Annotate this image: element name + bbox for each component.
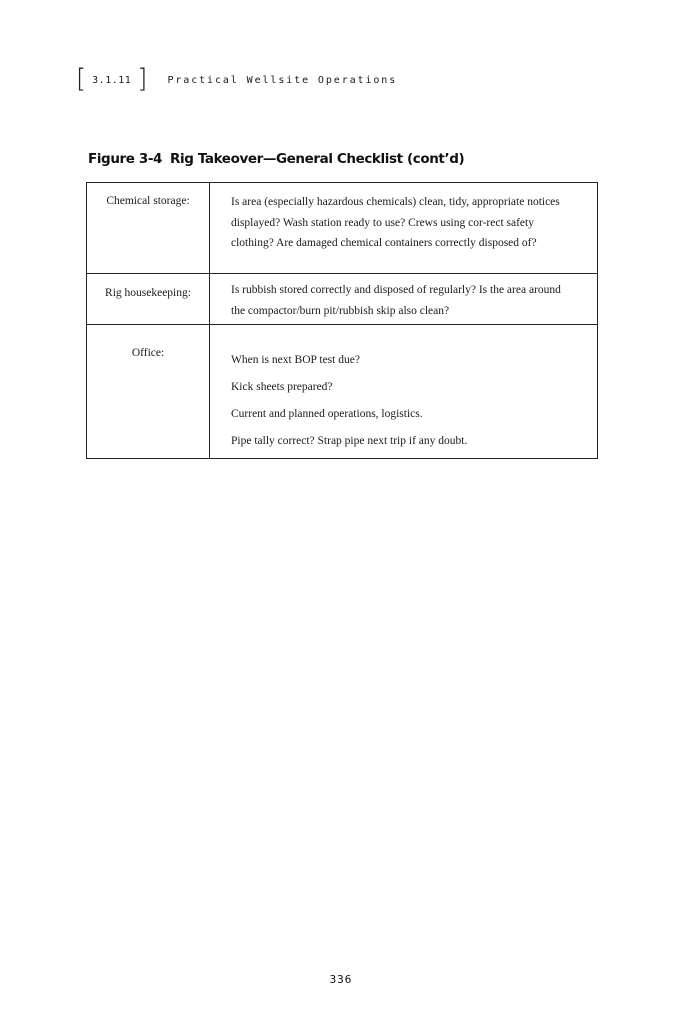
list-item: Current and planned operations, logistics. [231,408,423,420]
list-item: Kick sheets prepared? [231,381,333,393]
running-head-title: Practical Wellsite Operations [167,74,398,86]
row-label: Chemical storage: [106,195,190,207]
row-description: Is area (especially hazardous chemicals) clean, tidy, appropriate notices displayed? Wash station ready to use? Crews using cor-rect safety clothing? Are damaged chemical containers correctly disposed of? [231,196,560,250]
row-description-cell [210,274,598,325]
figure-caption: Rig Takeover—General Checklist (cont’d) [170,151,465,167]
running-head [76,66,397,92]
running-head-bracket-close: ] [137,64,148,94]
row-label: Rig housekeeping: [105,287,191,299]
table-row [87,325,598,459]
figure-title [88,151,464,167]
office-item-list [231,325,575,455]
row-label: Office: [131,347,165,359]
figure-label: Figure 3-4 [88,151,163,167]
row-description: Is rubbish stored correctly and disposed of regularly? Is the area around the compactor/burn pit/rubbish skip also clean? [231,284,561,317]
row-label-cell [87,183,210,274]
section-number: 3.1.11 [92,74,132,86]
row-description-cell [210,325,598,459]
row-label-cell [87,325,210,459]
table-row [87,274,598,325]
running-head-bracket-open: [ [76,64,87,94]
row-description-cell [210,183,598,274]
table-row [87,183,598,274]
row-label-cell [87,274,210,325]
page-number: 336 [329,973,353,986]
checklist-table [86,182,598,459]
list-item: Pipe tally correct? Strap pipe next trip if any doubt. [231,435,468,447]
list-item: When is next BOP test due? [231,354,360,366]
